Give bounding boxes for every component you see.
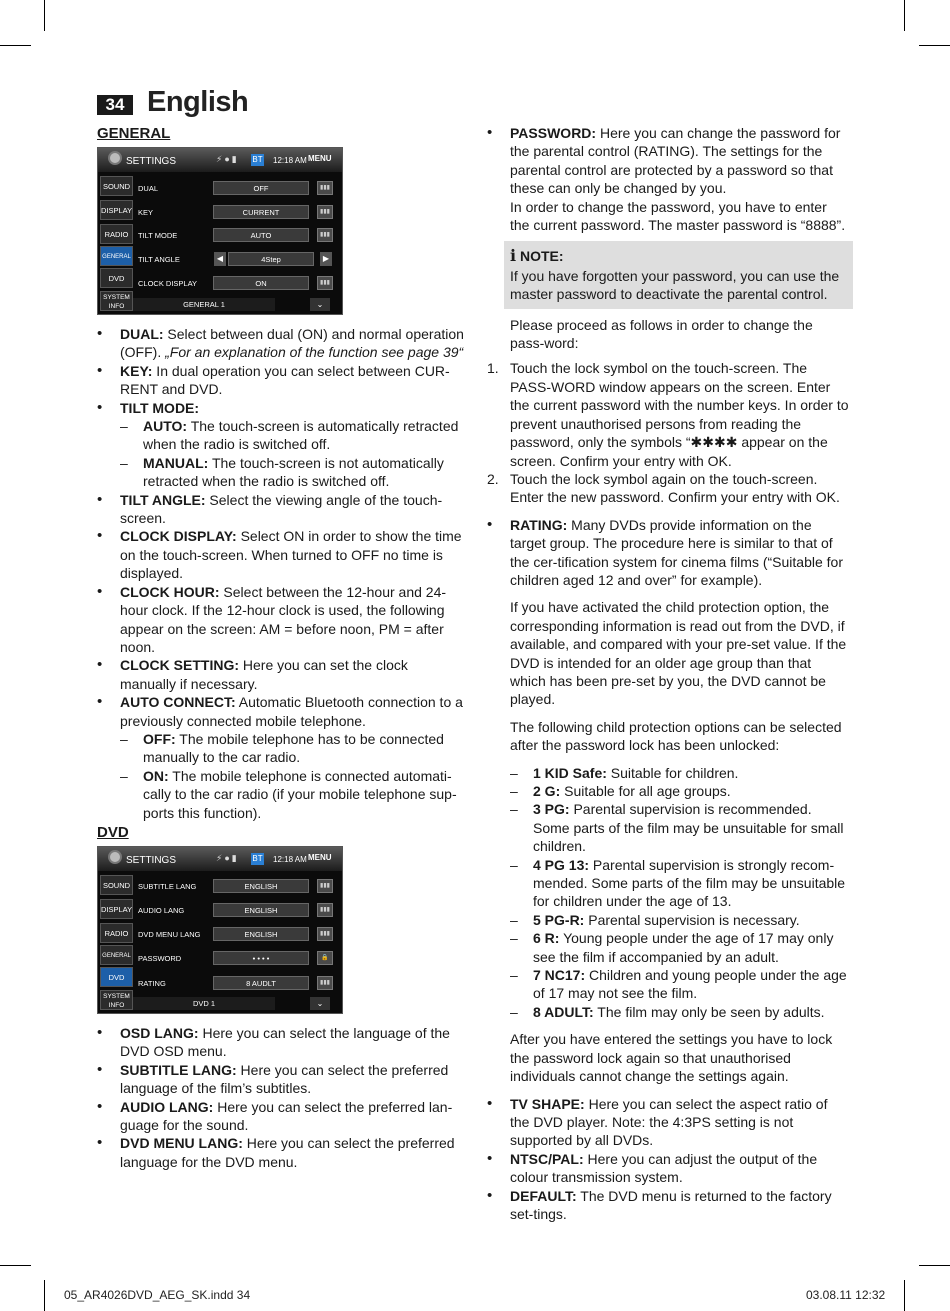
- setting-option-icon[interactable]: ▮▮▮: [317, 228, 333, 242]
- settings-screen-dvd: [97, 846, 343, 1014]
- crop-mark: [44, 1280, 45, 1311]
- menu-button[interactable]: MENU: [308, 154, 332, 163]
- setting-value-subtitle-lang[interactable]: ENGLISH: [213, 879, 309, 893]
- side-tab-display[interactable]: DISPLAY: [100, 899, 133, 919]
- setting-value-dual[interactable]: OFF: [213, 181, 309, 195]
- setting-label-tilt-angle: TILT ANGLE: [138, 255, 180, 264]
- setting-label-subtitle-lang: SUBTITLE LANG: [138, 882, 197, 891]
- list-subitem: – ON: The mobile telephone is connected automati-cally to the car radio (if your mobile telephone sup-ports this function).: [120, 767, 457, 821]
- side-tab-general[interactable]: GENERAL: [100, 246, 133, 266]
- settings-gear-icon: [108, 850, 122, 864]
- bluetooth-icon: BT: [252, 155, 263, 164]
- section-heading-dvd: DVD: [97, 824, 129, 841]
- settings-screen-general: [97, 147, 343, 315]
- status-icons: ⚡●▮: [216, 853, 239, 863]
- screen-page-indicator: GENERAL 1: [133, 298, 275, 311]
- list-item: • DEFAULT: The DVD menu is returned to the factory set-tings.: [487, 1186, 832, 1222]
- setting-label-key: KEY: [138, 208, 154, 217]
- arrow-right-icon[interactable]: ▶: [320, 252, 332, 266]
- list-subitem: – 2 G: Suitable for all age groups.: [510, 783, 731, 799]
- paragraph: If you have activated the child protection option, the corresponding information is read out from the DVD, if available, and compared with your pre-set value. If the DVD is intended for an older age group than that which has been pre-set by you, the DVD cannot be played.: [510, 599, 847, 708]
- setting-option-icon[interactable]: ▮▮▮: [317, 976, 333, 990]
- step-item: 1. Touch the lock symbol on the touch-screen. The PASS-WORD window appears on the screen. Enter the current password with the number keys. In order to prevent unauthorised persons from reading the password, only the symbols “✱✱✱✱ appear on the screen. Confirm your entry with OK.: [487, 360, 849, 469]
- paragraph: After you have entered the settings you have to lock the password lock again so that unauthorised individuals cannot change the settings again.: [510, 1031, 833, 1085]
- list-subitem: – OFF: The mobile telephone has to be connected manually to the car radio.: [120, 730, 444, 766]
- setting-value-rating[interactable]: 8 AUDLT: [213, 976, 309, 990]
- setting-label-dual: DUAL: [138, 184, 159, 193]
- list-item: • NTSC/PAL: Here you can adjust the output of the colour transmission system.: [487, 1149, 818, 1186]
- settings-gear-icon: [108, 151, 122, 165]
- side-tab-general[interactable]: GENERAL: [100, 945, 133, 965]
- list-subitem: – 5 PG-R: Parental supervision is necessary.: [510, 911, 800, 928]
- note-title: NOTE:: [519, 248, 564, 265]
- setting-value-key[interactable]: CURRENT: [213, 205, 309, 219]
- list-item: • OSD LANG: Here you can select the language of the DVD OSD menu.: [97, 1024, 450, 1060]
- list-item: • DVD MENU LANG: Here you can select the preferred language for the DVD menu.: [97, 1134, 455, 1170]
- setting-value-tilt-angle: 4Step: [228, 252, 314, 266]
- setting-value-audio-lang[interactable]: ENGLISH: [213, 903, 309, 917]
- setting-value-tilt-mode[interactable]: AUTO: [213, 228, 309, 242]
- list-subitem: – 1 KID Safe: Suitable for children.: [510, 764, 739, 781]
- setting-option-icon[interactable]: ▮▮▮: [317, 903, 333, 917]
- paragraph: The following child protection options can be selected after the password lock has been unlocked:: [510, 718, 842, 754]
- side-tab-system-info[interactable]: SYSTEM INFO: [100, 291, 133, 311]
- setting-label-clock-display: CLOCK DISPLAY: [138, 279, 198, 288]
- side-tab-system-info[interactable]: SYSTEM INFO: [100, 990, 133, 1010]
- list-item-password: • PASSWORD: Here you can change the password for the parental control (RATING). The settings for the parental control are protected by a password so that these can only be changed by you.: [487, 124, 841, 197]
- setting-option-icon[interactable]: ▮▮▮: [317, 181, 333, 195]
- screen-page-indicator: DVD 1: [133, 997, 275, 1010]
- list-subitem: – AUTO: The touch-screen is automatically retracted when the radio is switched off.: [120, 418, 459, 453]
- list-subitem: – 4 PG 13: Parental supervision is strongly recom-mended. Some parts of the film may be unsuitable for children under the age of 13.: [510, 856, 846, 910]
- list-item: • TILT MODE:: [97, 398, 200, 416]
- crop-mark: [919, 1265, 950, 1266]
- print-slug-file: 05_AR4026DVD_AEG_SK.indd 34: [64, 1288, 251, 1302]
- screen-time: 12:18 AM: [273, 855, 307, 864]
- list-subitem: – 3 PG: Parental supervision is recommended. Some parts of the film may be unsuitable for small children.: [510, 801, 844, 855]
- list-item: • AUDIO LANG: Here you can select the preferred lan-guage for the sound.: [97, 1097, 453, 1134]
- lock-icon[interactable]: 🔒: [317, 951, 333, 965]
- info-icon: ℹ: [510, 248, 517, 266]
- print-slug-date: 03.08.11 12:32: [806, 1288, 886, 1302]
- screen-title: SETTINGS: [126, 855, 177, 866]
- status-icons: ⚡●▮: [216, 154, 239, 164]
- list-subitem: – 8 ADULT: The film may only be seen by adults.: [510, 1003, 825, 1020]
- list-item: • CLOCK HOUR: Select between the 12-hour and 24-hour clock. If the 12-hour clock is used, the following appear on the screen: AM = before noon, PM = after noon.: [97, 582, 447, 655]
- setting-label-rating: RATING: [138, 979, 166, 988]
- list-item: • CLOCK DISPLAY: Select ON in order to show the time on the touch-screen. When turned to OFF no time is displayed.: [97, 527, 462, 582]
- bluetooth-icon: BT: [252, 854, 263, 863]
- side-tab-dvd[interactable]: DVD: [100, 268, 133, 288]
- setting-option-icon[interactable]: ▮▮▮: [317, 879, 333, 893]
- setting-value-password[interactable]: • • • •: [213, 951, 309, 965]
- list-item: • SUBTITLE LANG: Here you can select the preferred language of the film’s subtitles.: [97, 1060, 449, 1097]
- side-tab-display[interactable]: DISPLAY: [100, 200, 133, 220]
- crop-mark: [0, 45, 31, 46]
- setting-label-password: PASSWORD: [138, 954, 182, 963]
- side-tab-sound[interactable]: SOUND: [100, 875, 133, 895]
- crop-mark: [44, 0, 45, 31]
- setting-option-icon[interactable]: ▮▮▮: [317, 205, 333, 219]
- setting-label-tilt-mode: TILT MODE: [138, 231, 178, 240]
- list-item: • CLOCK SETTING: Here you can set the clock manually if necessary.: [97, 656, 408, 692]
- list-subitem: – 7 NC17: Children and young people under the age of 17 may not see the film.: [510, 967, 847, 1002]
- list-item: • AUTO CONNECT: Automatic Bluetooth connection to a previously connected mobile telephone.: [97, 693, 463, 729]
- setting-value-dvd-menu-lang[interactable]: ENGLISH: [213, 927, 309, 941]
- right-column: [487, 124, 849, 1223]
- list-item: • TV SHAPE: Here you can select the aspect ratio of the DVD player. Note: the 4:3PS setting is not supported by all DVDs.: [487, 1094, 828, 1149]
- crop-mark: [919, 45, 950, 46]
- side-tab-radio[interactable]: RADIO: [100, 224, 133, 244]
- crop-mark: [904, 1280, 905, 1311]
- setting-label-audio-lang: AUDIO LANG: [138, 906, 185, 915]
- dvd-list: [97, 1024, 467, 1171]
- list-subitem: – 6 R: Young people under the age of 17 may only see the film if accompanied by an adult.: [510, 930, 834, 965]
- general-list: [97, 325, 467, 822]
- crop-mark: [0, 1265, 31, 1266]
- list-subitem: – MANUAL: The touch-screen is not automatically retracted when the radio is switched off.: [120, 454, 444, 490]
- note-box: [504, 241, 853, 308]
- section-heading-general: GENERAL: [97, 125, 171, 142]
- setting-label-dvd-menu-lang: DVD MENU LANG: [138, 930, 201, 939]
- step-item: 2. Touch the lock symbol again on the touch-screen. Enter the new password. Confirm your entry with OK.: [487, 470, 840, 506]
- list-item: • KEY: In dual operation you can select between CUR-RENT and DVD.: [97, 361, 450, 398]
- side-tab-radio[interactable]: RADIO: [100, 923, 133, 943]
- page-language-title: English: [147, 86, 249, 118]
- crop-mark: [904, 0, 905, 31]
- list-item-rating: • RATING: Many DVDs provide information on the target group. The procedure here is similar to that of the cer-tification system for cinema films (“Suitable for children aged 12 and over” for example).: [487, 515, 843, 588]
- chevron-down-icon[interactable]: ⌄: [310, 298, 330, 311]
- note-text: If you have forgotten your password, you can use the master password to deactivate the parental control.: [510, 267, 840, 303]
- paragraph: In order to change the password, you have to enter the current password. The master password is “8888”.: [510, 198, 846, 234]
- paragraph: Please proceed as follows in order to change the pass-word:: [510, 316, 813, 352]
- arrow-left-icon[interactable]: ◀: [214, 252, 226, 266]
- list-item: • TILT ANGLE: Select the viewing angle of the touch-screen.: [97, 490, 443, 527]
- screen-title: SETTINGS: [126, 156, 177, 167]
- list-item: • DUAL: Select between dual (ON) and normal operation (OFF). „For an explanation of the function see page 39“: [97, 325, 464, 361]
- chevron-down-icon[interactable]: ⌄: [310, 997, 330, 1010]
- menu-button[interactable]: MENU: [308, 853, 332, 862]
- side-tab-sound[interactable]: SOUND: [100, 176, 133, 196]
- screen-time: 12:18 AM: [273, 156, 307, 165]
- setting-option-icon[interactable]: ▮▮▮: [317, 927, 333, 941]
- setting-option-icon[interactable]: ▮▮▮: [317, 276, 333, 290]
- rating-levels: [487, 764, 849, 1022]
- page-number: 34: [97, 95, 133, 115]
- side-tab-dvd[interactable]: DVD: [100, 967, 133, 987]
- setting-value-clock-display[interactable]: ON: [213, 276, 309, 290]
